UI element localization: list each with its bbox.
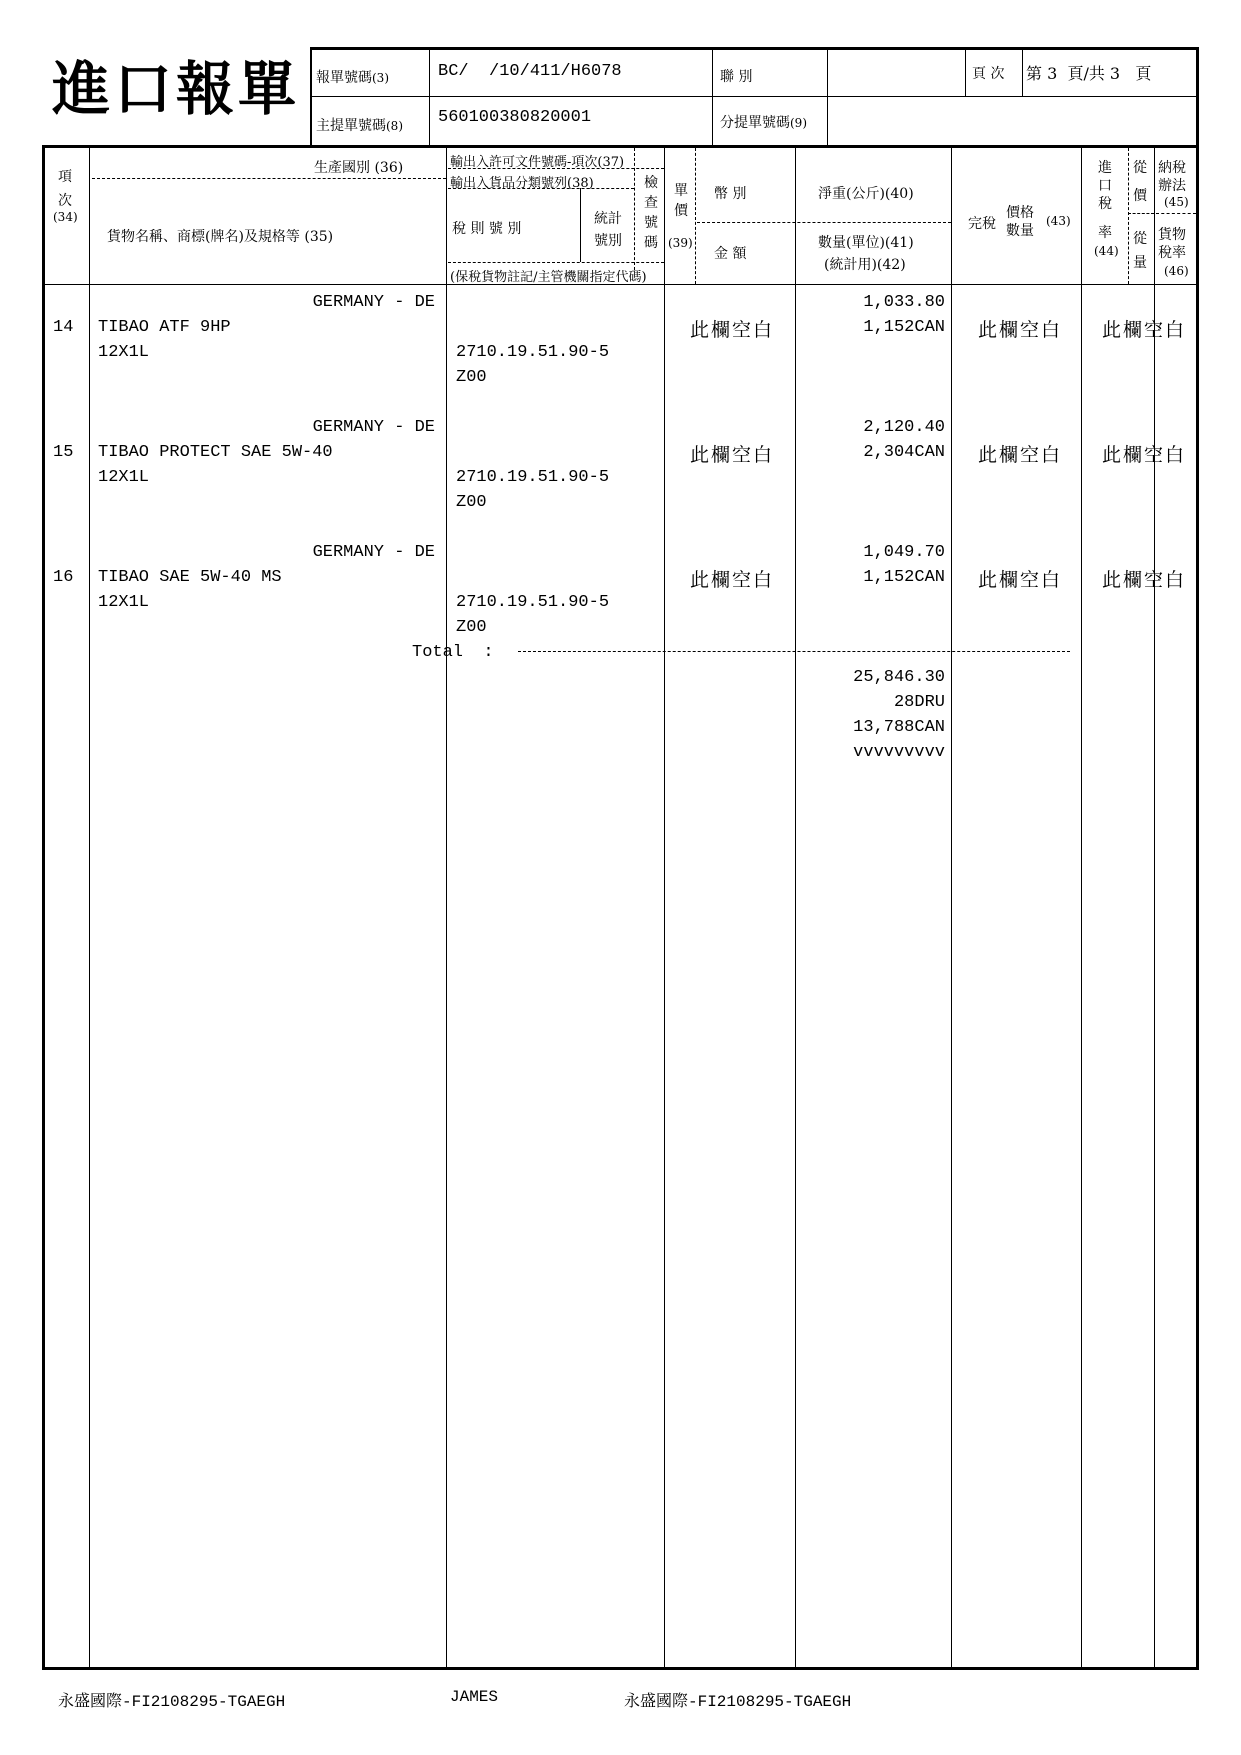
col-stat2-label: 號別 (594, 233, 622, 249)
item-no: 16 (53, 568, 74, 587)
col-fromval-2: 價 (1133, 188, 1147, 204)
header-v1 (429, 47, 430, 147)
col-priceqty-label-1: 價格 (1006, 205, 1034, 221)
col-unit-price-3: (39) (668, 236, 693, 250)
item-code: Z00 (456, 618, 487, 637)
col-v-method (1154, 145, 1155, 1670)
item-spec: 12X1L (98, 468, 150, 487)
total-drums: 28DRU (893, 693, 945, 712)
item-weight: 2,120.40 (863, 418, 945, 437)
col-fromval-1: 從 (1133, 160, 1147, 176)
item-tariff: 2710.19.51.90-5 (456, 343, 610, 362)
item-origin: GERMANY - DE (312, 293, 435, 312)
col-method-3: (45) (1164, 195, 1189, 209)
col-netweight-label: 淨重(公斤)(40) (818, 186, 914, 202)
master-bl-value: 560100380820001 (438, 108, 592, 127)
col-inspect-2: 查 (644, 195, 658, 211)
item-origin: GERMANY - DE (312, 418, 435, 437)
col-method-2: 辦法 (1158, 178, 1186, 194)
col-rate-2: 口 (1098, 178, 1112, 194)
col-amount-label: 金 額 (714, 246, 747, 262)
col-item-label-2: 次 (58, 193, 72, 209)
page-value: 第 3 頁/共 3 頁 (1026, 64, 1152, 83)
col-v-price-left (695, 148, 696, 284)
item-blank-duty: 此欄空白 (978, 319, 1063, 341)
item-blank-rate: 此欄空白 (1102, 444, 1187, 466)
item-name: TIBAO PROTECT SAE 5W-40 (98, 443, 333, 462)
item-qty: 1,152CAN (863, 318, 945, 337)
col-commtax-3: (46) (1164, 264, 1189, 278)
item-name: TIBAO SAE 5W-40 MS (98, 568, 282, 587)
hdr-dash-origin (92, 178, 446, 179)
col-currency-label: 幣 別 (714, 186, 747, 202)
item-origin: GERMANY - DE (312, 543, 435, 562)
hdr-dash-currency (697, 222, 951, 223)
table-bottom (42, 1667, 1199, 1670)
col-v-tariff (664, 145, 665, 1670)
col-origin-label: 生產國別 (36) (314, 160, 404, 176)
table-top (42, 145, 1199, 148)
col-v-item (89, 145, 90, 1670)
col-inspect-3: 號 (644, 215, 658, 231)
item-code: Z00 (456, 368, 487, 387)
col-qty-label: 數量(單位)(41) (818, 235, 914, 251)
hdr-tariff-line (580, 188, 581, 262)
footer-middle: JAMES (450, 1688, 499, 1706)
item-spec: 12X1L (98, 593, 150, 612)
total-dash-line (518, 651, 1070, 652)
col-v-rate (1081, 145, 1082, 1670)
decl-no-value: BC/ /10/411/H6078 (438, 62, 622, 81)
col-v-from (1128, 148, 1129, 284)
total-cans: 13,788CAN (853, 718, 945, 737)
col-commtax-1: 貨物 (1158, 227, 1186, 243)
col-rate-4: 率 (1098, 225, 1112, 241)
col-dutypaid-label: 完稅 (968, 216, 996, 232)
col-stat1-label: 統計 (594, 211, 622, 227)
item-blank-duty: 此欄空白 (978, 444, 1063, 466)
col-unit-price-2: 價 (674, 203, 688, 219)
header-border-left (310, 47, 312, 147)
table-right (1196, 145, 1199, 1670)
header-v4 (965, 47, 966, 97)
col-v-desc (446, 145, 447, 1670)
header-v3 (827, 47, 828, 147)
col-fromqty-2: 量 (1133, 255, 1147, 271)
item-tariff: 2710.19.51.90-5 (456, 468, 610, 487)
item-spec: 12X1L (98, 343, 150, 362)
header-mid (310, 96, 1198, 97)
item-tariff: 2710.19.51.90-5 (456, 593, 610, 612)
total-marks: vvvvvvvvv (853, 743, 945, 762)
footer-left: 永盛國際-FI2108295-TGAEGH (58, 1693, 286, 1711)
header-border-right (1196, 47, 1199, 147)
col-v-weight (795, 145, 796, 1670)
col-rate-5: (44) (1094, 244, 1119, 258)
page-title: 進口報單 (52, 55, 301, 123)
item-qty: 2,304CAN (863, 443, 945, 462)
col-class-label: 輸出入貨品分類號列(38) (450, 176, 594, 191)
header-v5 (1022, 47, 1023, 97)
col-rate-3: 稅 (1098, 196, 1112, 212)
hdr-dash-from (1128, 213, 1154, 214)
total-weight: 25,846.30 (853, 668, 945, 687)
col-item-label: 項 (58, 169, 72, 185)
col-commtax-2: 稅率 (1158, 245, 1186, 261)
item-name: TIBAO ATF 9HP (98, 318, 231, 337)
item-no: 15 (53, 443, 74, 462)
item-weight: 1,033.80 (863, 293, 945, 312)
item-blank-rate: 此欄空白 (1102, 569, 1187, 591)
item-blank-price: 此欄空白 (690, 569, 775, 591)
item-blank-duty: 此欄空白 (978, 569, 1063, 591)
col-fromqty-1: 從 (1133, 231, 1147, 247)
page-label: 頁 次 (972, 66, 1005, 82)
col-inspect-4: 碼 (644, 235, 658, 251)
header-border-top (310, 47, 1198, 50)
col-priceqty-num: (43) (1046, 214, 1071, 228)
item-blank-rate: 此欄空白 (1102, 319, 1187, 341)
col-statqty-label: (統計用)(42) (824, 257, 906, 273)
table-left (42, 145, 45, 1670)
item-blank-price: 此欄空白 (690, 319, 775, 341)
decl-no-label: 報單號碼(3) (316, 70, 389, 86)
item-qty: 1,152CAN (863, 568, 945, 587)
contact-label: 聯 別 (720, 69, 753, 85)
master-bl-label: 主提單號碼(8) (316, 118, 403, 134)
col-priceqty-label-2: 數量 (1006, 223, 1034, 239)
col-item-num: (34) (53, 210, 78, 224)
col-v-inspect-left (634, 148, 635, 270)
hdr-dash-bonded (448, 262, 664, 263)
item-code: Z00 (456, 493, 487, 512)
item-weight: 1,049.70 (863, 543, 945, 562)
col-rate-1: 進 (1098, 160, 1112, 176)
col-bonded-label: (保稅貨物註記/主管機關指定代碼) (450, 270, 647, 285)
hdr-dash-method (1156, 213, 1196, 214)
house-bl-label: 分提單號碼(9) (720, 115, 807, 131)
col-inspect-1: 檢 (644, 175, 658, 191)
total-label: Total : (412, 643, 494, 662)
item-no: 14 (53, 318, 74, 337)
col-unit-price-1: 單 (674, 183, 688, 199)
header-v2 (712, 47, 713, 147)
item-blank-price: 此欄空白 (690, 444, 775, 466)
col-method-1: 納稅 (1158, 160, 1186, 176)
col-permit-label: 輸出入許可文件號碼-項次(37) (450, 155, 625, 170)
footer-right: 永盛國際-FI2108295-TGAEGH (624, 1693, 852, 1711)
col-v-dutyqty (951, 145, 952, 1670)
col-desc-label: 貨物名稱、商標(牌名)及規格等 (35) (107, 229, 334, 245)
col-tariff-label: 稅 則 號 別 (452, 221, 522, 237)
